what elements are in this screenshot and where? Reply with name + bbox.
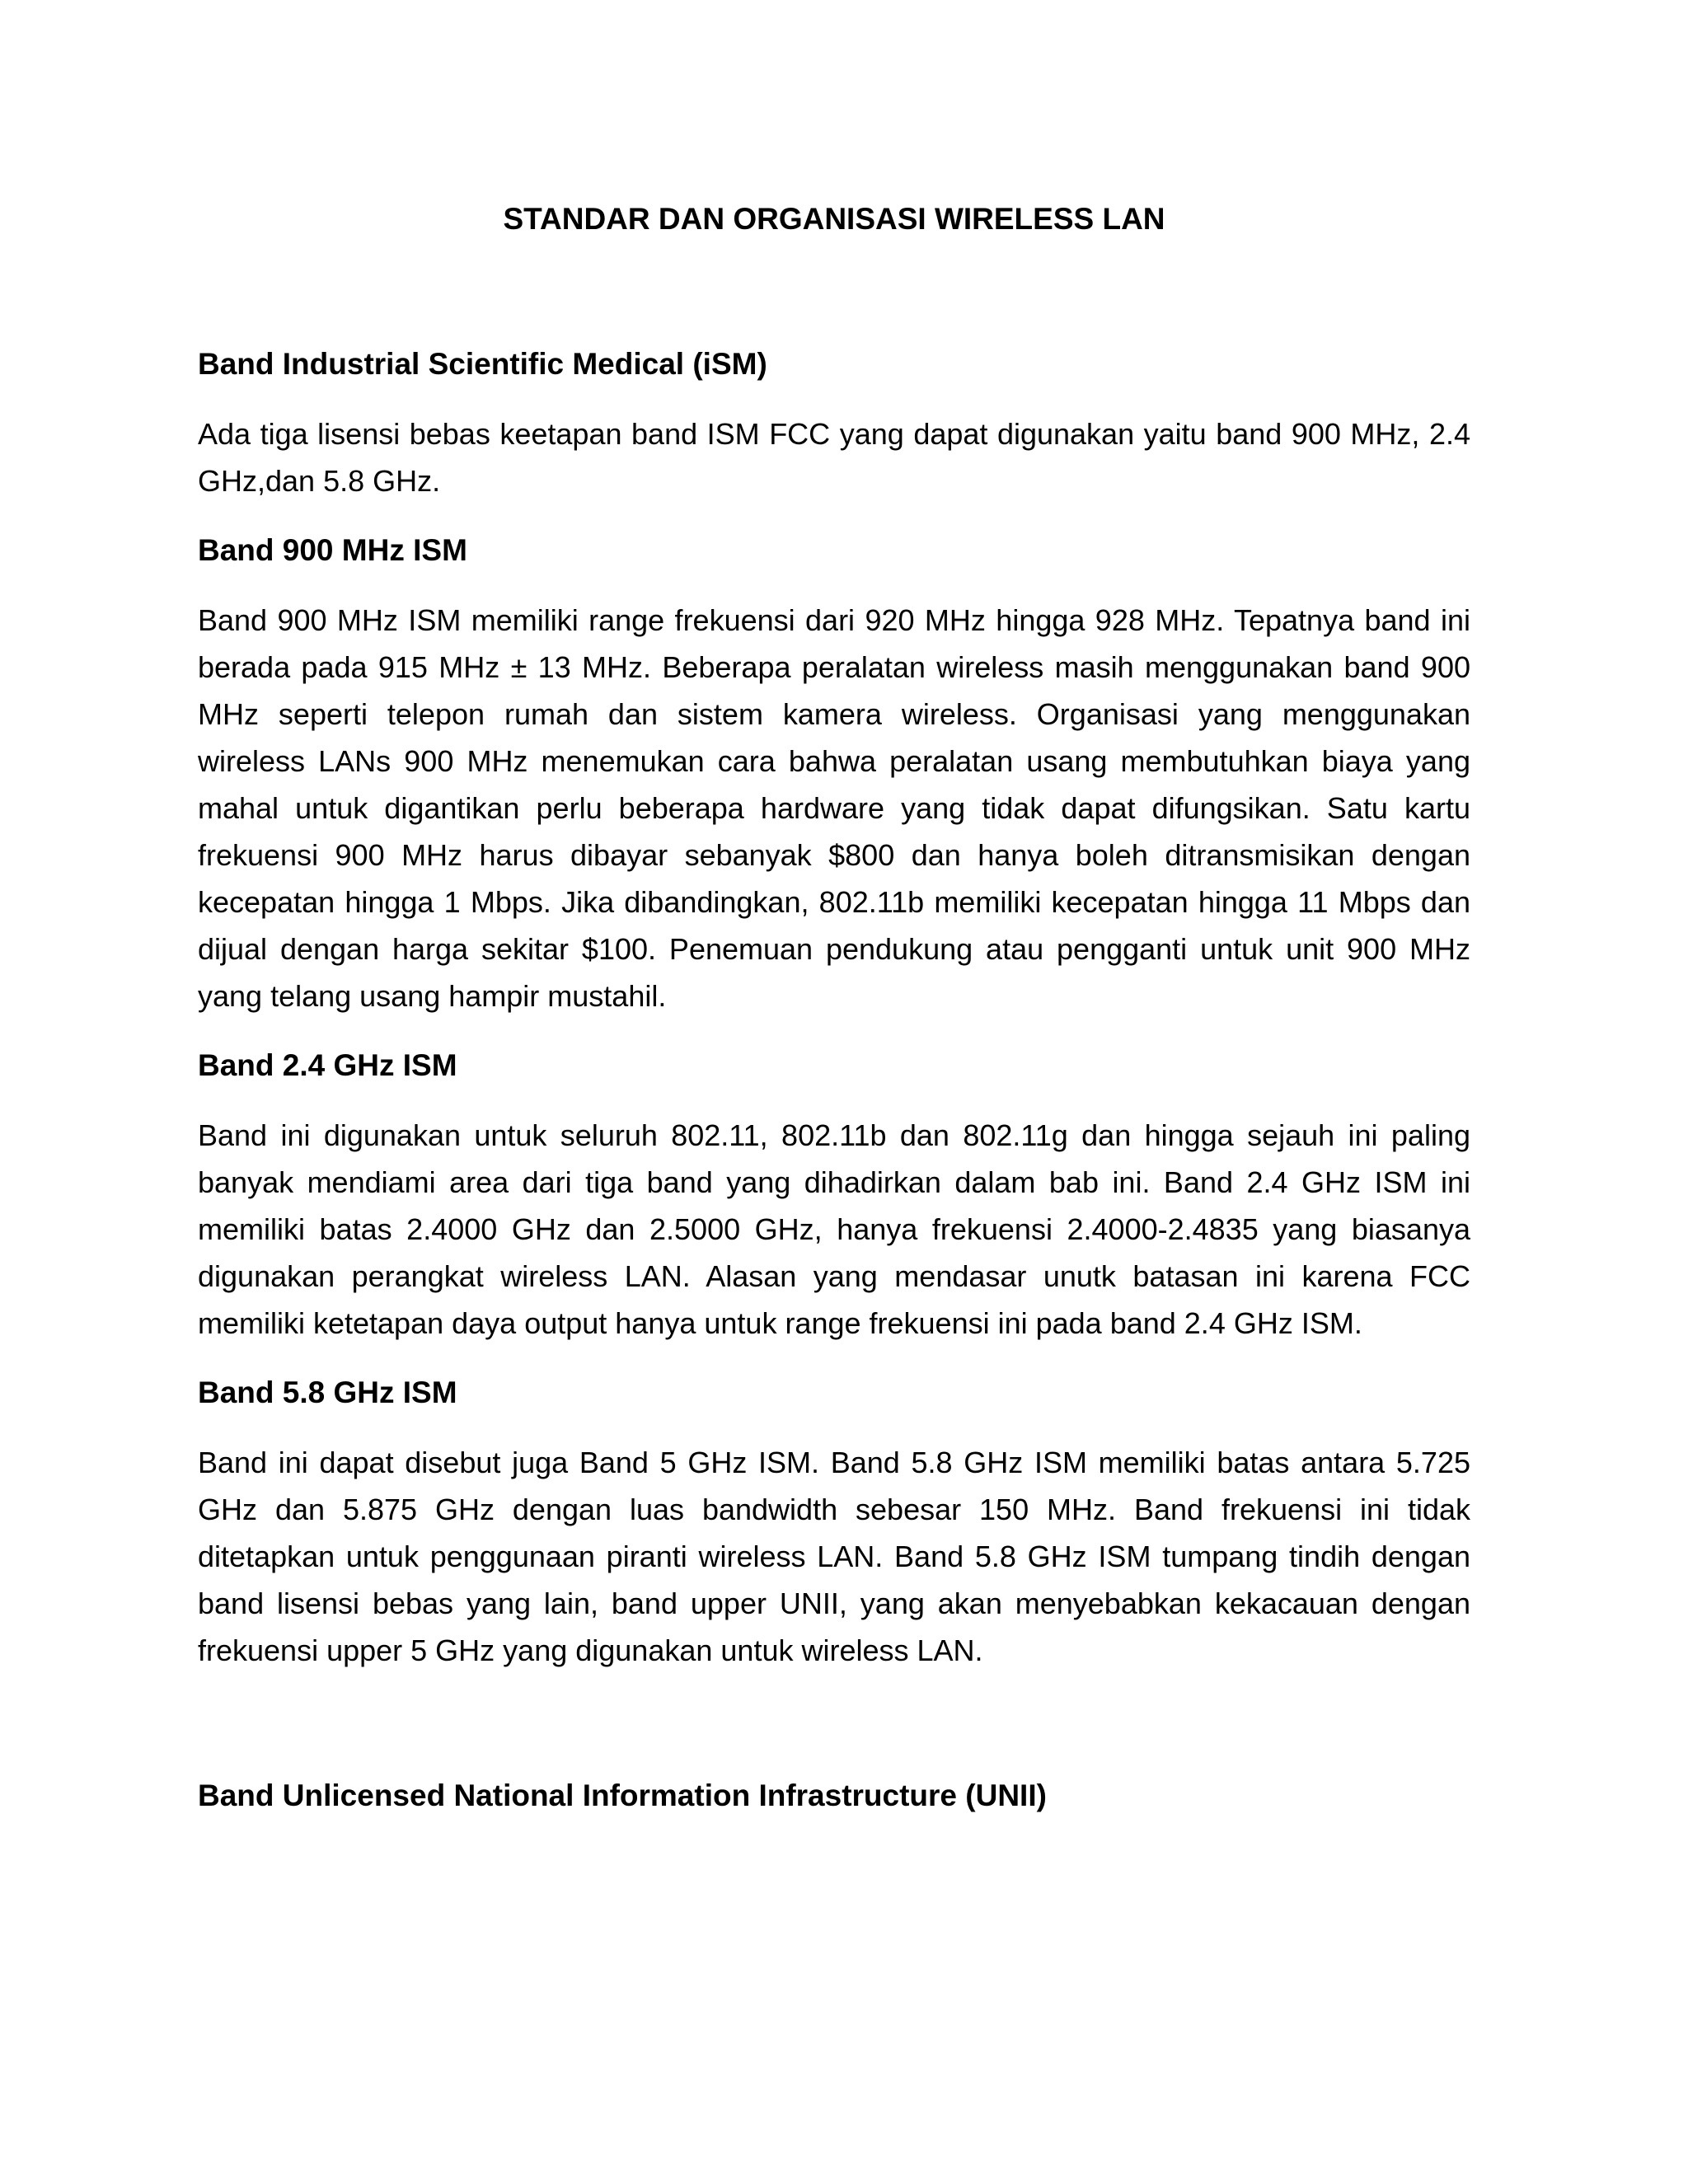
section-paragraph-24ghz: Band ini digunakan untuk seluruh 802.11, 802.11b dan 802.11g dan hingga sejauh ini paling banyak mendiami area dari tiga band yang dihadirkan dalam bab ini. Band 2.4 GHz ISM ini memiliki batas 2.4000 GHz dan 2.5000 GHz, hanya frekuensi 2.4000-2.4835 yang biasanya digunakan perangkat wireless LAN. Alasan yang mendasar unutk batasan ini karena FCC memiliki ketetapan daya output hanya untuk range frekuensi ini pada band 2.4 GHz ISM. [198, 1118, 1470, 1340]
section-heading-900mhz: Band 900 MHz ISM [198, 533, 467, 567]
section-paragraph-ism: Ada tiga lisensi bebas keetapan band ISM FCC yang dapat digunakan yaitu band 900 MHz, 2.4 GHz,dan 5.8 GHz. [198, 417, 1470, 498]
section-paragraph-58ghz: Band ini dapat disebut juga Band 5 GHz ISM. Band 5.8 GHz ISM memiliki batas antara 5.725 GHz dan 5.875 GHz dengan luas bandwidth sebesar 150 MHz. Band frekuensi ini tidak ditetapkan untuk penggunaan piranti wireless LAN. Band 5.8 GHz ISM tumpang tindih dengan band lisensi bebas yang lain, band upper UNII, yang akan menyebabkan kekacauan dengan frekuensi upper 5 GHz yang digunakan untuk wireless LAN. [198, 1446, 1470, 1667]
section-paragraph-900mhz: Band 900 MHz ISM memiliki range frekuensi dari 920 MHz hingga 928 MHz. Tepatnya band ini berada pada 915 MHz ± 13 MHz. Beberapa peralatan wireless masih menggunakan band 900 MHz seperti telepon rumah dan sistem kamera wireless. Organisasi yang menggunakan wireless LANs 900 MHz menemukan cara bahwa peralatan usang membutuhkan biaya yang mahal untuk digantikan perlu beberapa hardware yang tidak dapat difungsikan. Satu kartu frekuensi 900 MHz harus dibayar sebanyak $800 dan hanya boleh ditransmisikan dengan kecepatan hingga 1 Mbps. Jika dibandingkan, 802.11b memiliki kecepatan hingga 11 Mbps dan dijual dengan harga sekitar $100. Penemuan pendukung atau pengganti untuk unit 900 MHz yang telang usang hampir mustahil. [198, 603, 1470, 1013]
section-heading-unii: Band Unlicensed National Information Infrastructure (UNII) [198, 1779, 1047, 1812]
document-body [198, 196, 1470, 1842]
document-title: STANDAR DAN ORGANISASI WIRELESS LAN [503, 202, 1165, 236]
section-heading-ism: Band Industrial Scientific Medical (iSM) [198, 347, 767, 381]
section-heading-58ghz: Band 5.8 GHz ISM [198, 1376, 457, 1409]
section-heading-24ghz: Band 2.4 GHz ISM [198, 1048, 457, 1082]
